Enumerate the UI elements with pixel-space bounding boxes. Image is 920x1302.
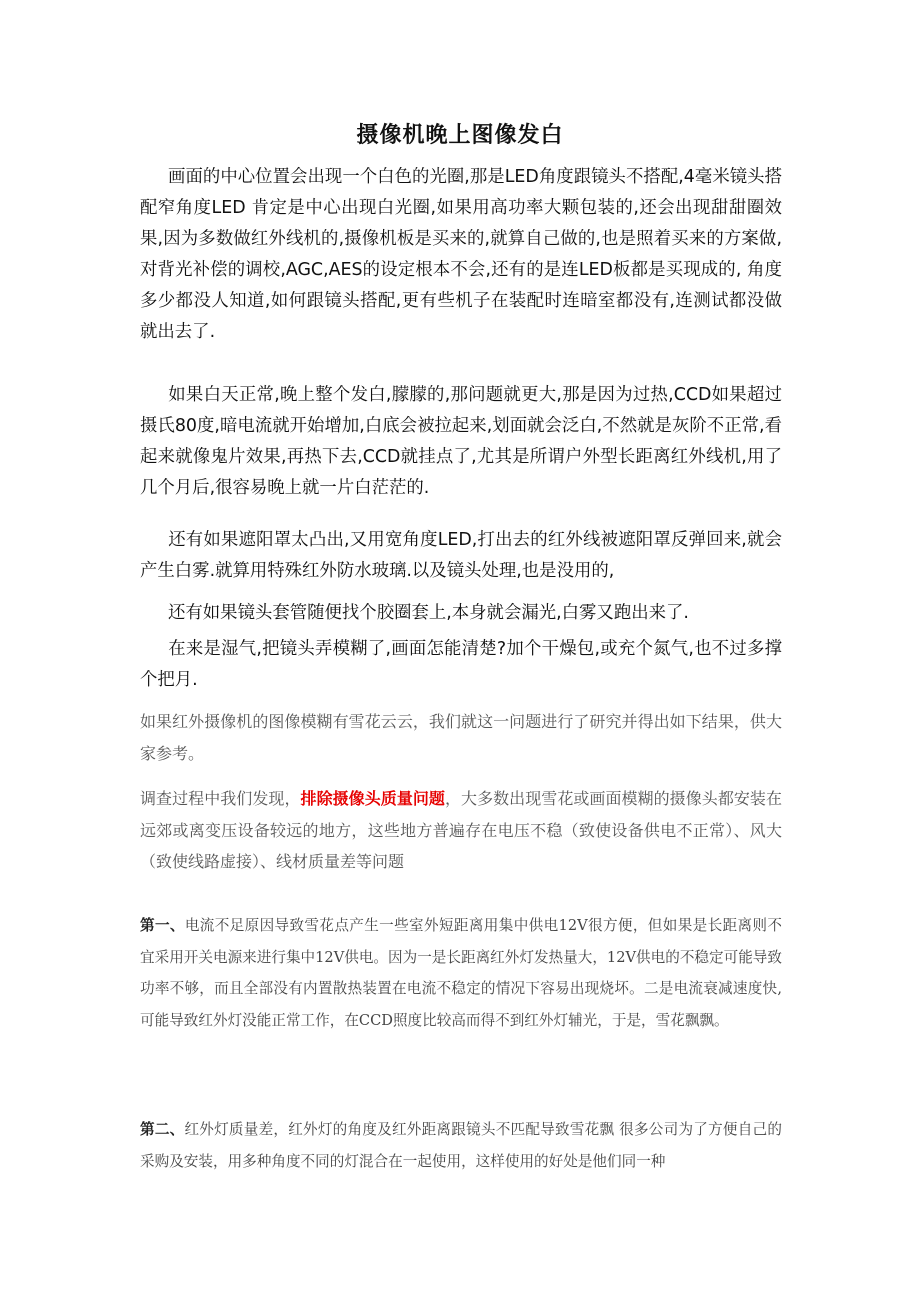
paragraph: 在来是湿气,把镜头弄模糊了,画面怎能清楚?加个干燥包,或充个氮气,也不过多撑个把月. xyxy=(140,639,782,690)
highlight-text: 排除摄像头质量问题 xyxy=(300,789,445,808)
paragraph: 如果白天正常,晚上整个发白,朦朦的,那问题就更大,那是因为过热,CCD如果超过摄氏80度,暗电流就开始增加,白底会被拉起来,划面就会泛白,不然就是灰阶不正常,看起来就像鬼片效果,再热下去,CCD就挂点了,尤其是所谓户外型长距离红外线机,用了几个月后,很容易晚上就一片白茫茫的. xyxy=(140,385,782,498)
intro-block xyxy=(140,706,782,769)
paragraph-2-block xyxy=(140,380,782,504)
paragraph-3-block xyxy=(140,525,782,587)
point-1-block xyxy=(140,910,782,1036)
survey-block xyxy=(140,783,782,878)
survey-paragraph: 调查过程中我们发现，排除摄像头质量问题，大多数出现雪花或画面模糊的摄像头都安装在远郊或离变压设备较远的地方，这些地方普遍存在电压不稳（致使设备供电不正常）、风大（致使线路虚接）、线材质量差等问题 xyxy=(140,789,782,871)
paragraph-4-block xyxy=(140,598,782,629)
point-2-block xyxy=(140,1114,782,1177)
paragraph: 还有如果镜头套管随便找个胶圈套上,本身就会漏光,白雾又跑出来了. xyxy=(168,603,689,623)
paragraph-1-block xyxy=(140,162,782,348)
point-paragraph: 第一、电流不足原因导致雪花点产生一些室外短距离用集中供电12V很方便，但如果是长距离则不宜采用开关电源来进行集中12V供电。因为一是长距离红外灯发热量大，12V供电的不稳定可能导致功率不够，而且全部没有内置散热装置在电流不稳定的情况下容易出现烧坏。二是电流衰减速度快,可能导致红外灯没能正常工作，在CCD照度比较高而得不到红外灯辅光，于是，雪花飘飘。 xyxy=(140,917,782,1029)
paragraph-5-block xyxy=(140,634,782,696)
document-title: 摄像机晚上图像发白 xyxy=(356,123,564,148)
paragraph: 还有如果遮阳罩太凸出,又用宽角度LED,打出去的红外线被遮阳罩反弹回来,就会产生白雾.就算用特殊红外防水玻璃.以及镜头处理,也是没用的, xyxy=(140,530,782,581)
paragraph: 画面的中心位置会出现一个白色的光圈,那是LED角度跟镜头不搭配,4毫米镜头搭配窄角度LED 肯定是中心出现白光圈,如果用高功率大颗包装的,还会出现甜甜圈效果,因为多数做红外线机的,摄像机板是买来的,就算自己做的,也是照着买来的方案做,对背光补偿的调校,AGC,AES的设定根本不会,还有的是连LED板都是买现成的, 角度多少都没人知道,如何跟镜头搭配,更有些机子在装配时连暗室都没有,连测试都没做就出去了. xyxy=(140,167,782,342)
point-paragraph: 第二、红外灯质量差，红外灯的角度及红外距离跟镜头不匹配导致雪花飘 很多公司为了方便自己的采购及安装，用多种角度不同的灯混合在一起使用，这样使用的好处是他们同一种 xyxy=(140,1121,782,1170)
intro-paragraph: 如果红外摄像机的图像模糊有雪花云云，我们就这一问题进行了研究并得出如下结果，供大家参考。 xyxy=(140,712,782,763)
